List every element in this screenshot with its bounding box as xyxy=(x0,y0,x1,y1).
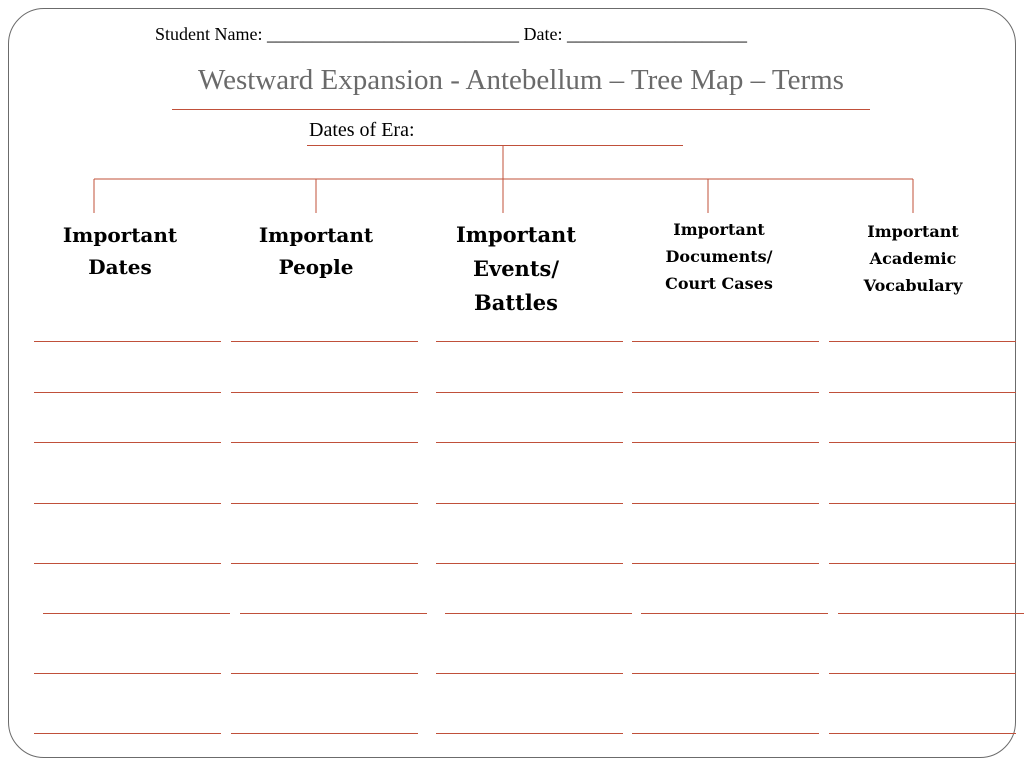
answer-line xyxy=(632,392,819,393)
answer-line xyxy=(231,392,418,393)
answer-line xyxy=(231,442,418,443)
column-title-events: Important Events/ Battles xyxy=(455,222,577,315)
answer-line xyxy=(34,503,221,504)
answer-line xyxy=(231,341,418,342)
answer-line xyxy=(829,442,1016,443)
answer-line xyxy=(632,503,819,504)
answer-line xyxy=(829,673,1016,674)
answer-line xyxy=(436,392,623,393)
answer-line xyxy=(829,563,1016,564)
answer-line xyxy=(436,442,623,443)
column-title-dates: Important Dates xyxy=(62,223,178,279)
answer-line xyxy=(829,733,1016,734)
answer-line xyxy=(436,563,623,564)
answer-line xyxy=(829,503,1016,504)
column-title-vocabulary: Important Academic Vocabulary xyxy=(863,222,963,295)
answer-line xyxy=(632,341,819,342)
answer-line xyxy=(632,563,819,564)
answer-line xyxy=(632,442,819,443)
answer-line xyxy=(231,673,418,674)
answer-line xyxy=(231,503,418,504)
answer-line xyxy=(231,563,418,564)
dates-of-era-label: Dates of Era: xyxy=(309,119,415,141)
answer-line xyxy=(34,442,221,443)
answer-line xyxy=(436,733,623,734)
answer-line xyxy=(436,341,623,342)
answer-line xyxy=(34,392,221,393)
answer-line xyxy=(34,563,221,564)
answer-line xyxy=(829,341,1016,342)
answer-line xyxy=(43,613,230,614)
answer-line xyxy=(838,613,1024,614)
answer-line xyxy=(240,613,427,614)
answer-line xyxy=(436,503,623,504)
student-name-date-line: Student Name: ____________________________ Date: ____________________ xyxy=(155,24,747,44)
answer-line xyxy=(231,733,418,734)
page-title: Westward Expansion - Antebellum – Tree Map – Terms xyxy=(198,64,844,96)
column-title-documents: Important Documents/ Court Cases xyxy=(665,220,773,293)
answer-line xyxy=(34,673,221,674)
answer-line xyxy=(34,733,221,734)
column-title-people: Important People xyxy=(258,223,374,279)
answer-line xyxy=(641,613,828,614)
answer-line xyxy=(445,613,632,614)
answer-line xyxy=(34,341,221,342)
answer-line xyxy=(632,673,819,674)
answer-line xyxy=(632,733,819,734)
answer-line xyxy=(436,673,623,674)
answer-line xyxy=(829,392,1016,393)
